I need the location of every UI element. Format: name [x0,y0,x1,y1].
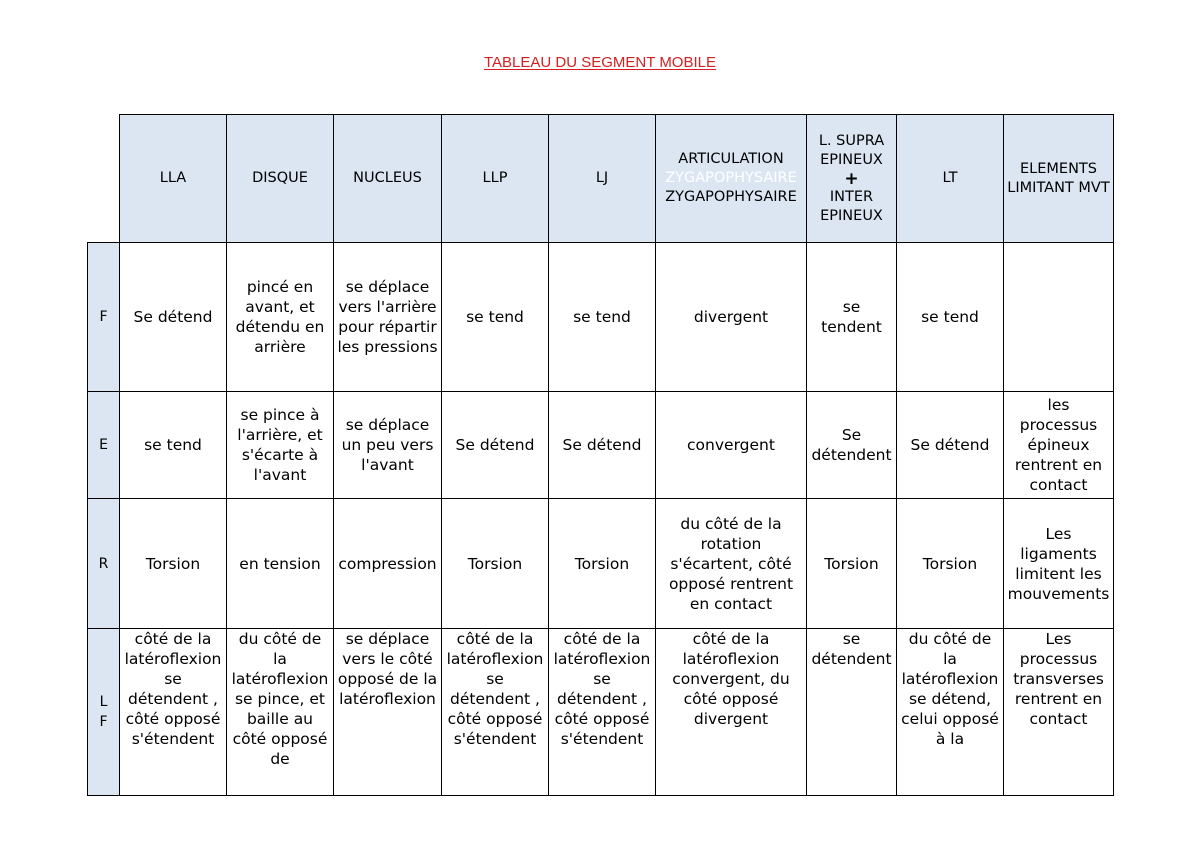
table-cell: en tension [227,499,334,629]
table-cell: Torsion [442,499,549,629]
segment-table [87,114,1114,796]
table-cell: Torsion [807,499,897,629]
table-cell: se tend [897,243,1004,392]
table-cell: se pince à l'arrière, et s'écarte à l'avant [227,392,334,499]
table-row-r [88,499,1114,629]
header-lla: LLA [120,115,227,243]
table-row-f [88,243,1114,392]
header-disque: DISQUE [227,115,334,243]
table-cell: côté de la latéroflexion se détendent , côté opposé s'étendent [120,629,227,796]
row-label-lf-line1: L [99,694,108,710]
header-articulation-hidden-text: ZYGAPOPHYSAIRE [665,170,797,186]
table-cell: Se détend [549,392,656,499]
table-cell: du côté de la latéroflexion se détend, celui opposé à la [897,629,1004,796]
table-cell: Torsion [120,499,227,629]
page-title: TABLEAU DU SEGMENT MOBILE [484,54,716,71]
row-label-e: E [88,392,120,499]
plus-sign: + [844,168,859,189]
corner-cell [88,115,120,243]
table-cell: se déplace un peu vers l'avant [334,392,442,499]
table-cell: côté de la latéroflexion se détendent , côté opposé s'étendent [549,629,656,796]
table-cell: Torsion [897,499,1004,629]
table-cell [1004,243,1114,392]
header-articulation-line2: ZYGAPOPHYSAIRE [665,189,797,205]
header-articulation [656,115,807,243]
header-lj: LJ [549,115,656,243]
header-supra-inter [807,115,897,243]
table-cell: se tend [549,243,656,392]
table-cell: les processus épineux rentrent en contact [1004,392,1114,499]
table-cell: compression [334,499,442,629]
table-cell: se tend [442,243,549,392]
table-row-e [88,392,1114,499]
header-articulation-line1: ARTICULATION [678,151,784,167]
table-cell: se tend [120,392,227,499]
table-cell: se détendent [807,629,897,796]
header-elements: ELEMENTS LIMITANT MVT [1004,115,1114,243]
table-cell: Se détendent [807,392,897,499]
table-cell: Se détend [442,392,549,499]
header-llp: LLP [442,115,549,243]
table-cell: convergent [656,392,807,499]
table-cell: côté de la latéroflexion convergent, du côté opposé divergent [656,629,807,796]
table-cell: pincé en avant, et détendu en arrière [227,243,334,392]
table-cell: du côté de la rotation s'écartent, côté opposé rentrent en contact [656,499,807,629]
table-cell: Se détend [897,392,1004,499]
header-supra-line2: INTER EPINEUX [820,188,883,224]
table-cell: se déplace vers le côté opposé de la latéroflexion [334,629,442,796]
header-lt: LT [897,115,1004,243]
table-cell: se déplace vers l'arrière pour répartir les pressions [334,243,442,392]
table-cell: Torsion [549,499,656,629]
table-cell: Les processus transverses rentrent en contact [1004,629,1114,796]
table-cell: du côté de la latéroflexion se pince, et baille au côté opposé de [227,629,334,796]
header-nucleus: NUCLEUS [334,115,442,243]
row-label-r: R [88,499,120,629]
table-cell: côté de la latéroflexion se détendent , côté opposé s'étendent [442,629,549,796]
row-label-f: F [88,243,120,392]
table-cell: se tendent [807,243,897,392]
row-label-lf [88,629,120,796]
table-cell: Se détend [120,243,227,392]
header-supra-line1: L. SUPRA EPINEUX [818,132,885,168]
table-cell: Les ligaments limitent les mouvements [1004,499,1114,629]
header-row [88,115,1114,243]
row-label-lf-line2: F [99,714,108,730]
table-cell: divergent [656,243,807,392]
table-row-lf [88,629,1114,796]
